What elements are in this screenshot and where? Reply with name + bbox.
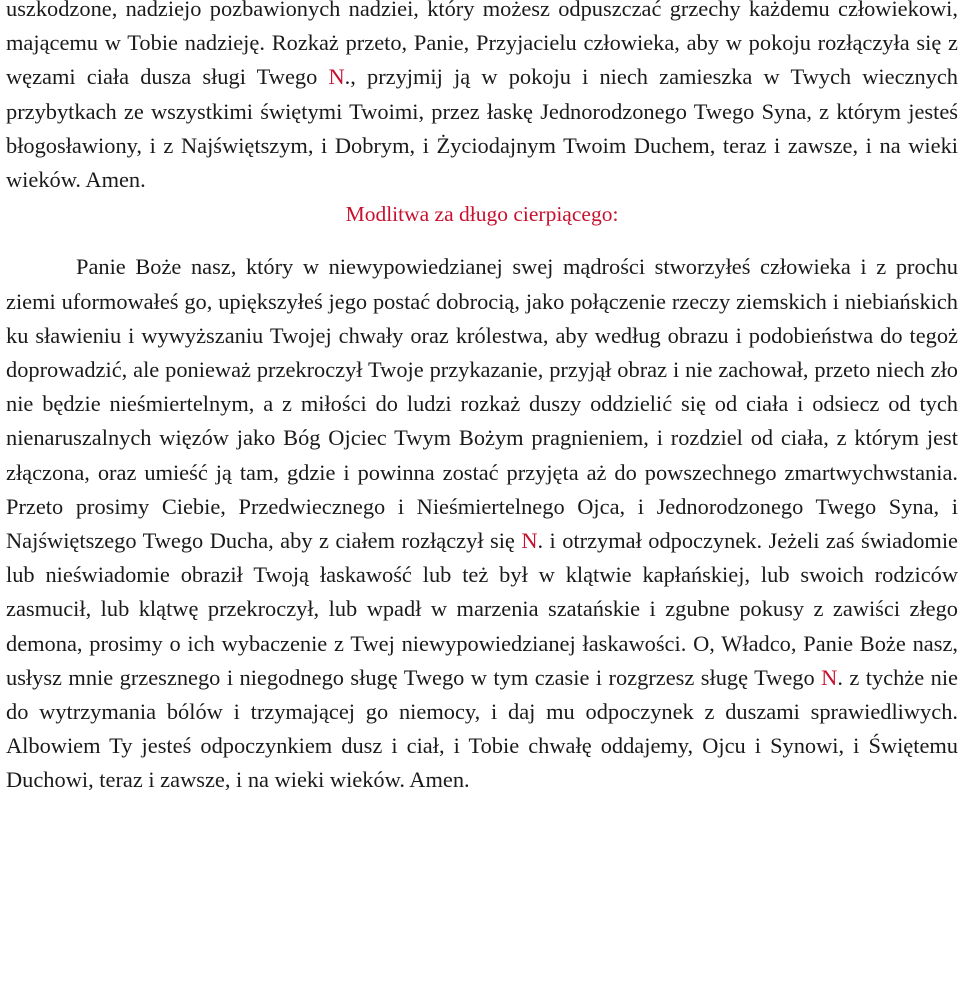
text-segment: . i otrzymał odpoczynek. Jeżeli zaś świadomie lub nieświadomie obraził Twoją łaskawość lub też był w klątwie kapłańskiej, lub swoich rodziców zasmucił, lub klątwę przekroczył, lub wpadł w marzenia szatańskie i zgubne pokusy z zawiści złego demona, prosimy o ich wybaczenie z Twej niewypowiedzianej łaskawości. O, Władco, Panie Boże nasz, usłysz mnie grzesznego i niegodnego sługę Twego w tym czasie i rozgrzesz sługę Twego: [6, 528, 958, 690]
prayer-paragraph-continued: [6, 0, 958, 197]
name-placeholder: N: [821, 664, 838, 690]
name-placeholder: N: [521, 528, 538, 554]
text-segment: . z tychże nie do wytrzymania bólów i trzymającej go niemocy, i daj mu odpoczynek z duszami sprawiedliwych. Albowiem Ty jesteś odpoczynkiem dusz i ciał, i Tobie chwałę oddajemy, Ojcu i Synowi, i Świętemu Duchowi, teraz i zawsze, i na wieki wieków. Amen.: [6, 664, 958, 793]
text-segment: ., przyjmij ją w pokoju i niech zamieszka w Twych wiecznych przybytkach ze wszystkimi świętymi Twoimi, przez łaskę Jednorodzonego Twego Syna, z którym jesteś błogosławiony, i z Najświętszym, i Dobrym, i Życiodajnym Twoim Duchem, teraz i zawsze, i na wieki wieków. Amen.: [6, 64, 958, 193]
section-heading: Modlitwa za długo cierpiącego:: [345, 202, 619, 227]
text-segment: Panie Boże nasz, który w niewypowiedzianej swej mądrości stworzyłeś człowieka i z prochu ziemi uformowałeś go, upiększyłeś jego postać dobrocią, jako połączenie rzeczy ziemskich i niebiańskich ku sławieniu i wywyższaniu Twojej chwały oraz królestwa, aby według obrazu i podobieństwa do tegoż doprowadzić, ale ponieważ przekroczył Twoje przykazanie, przyjął obraz i nie zachował, przeto niech zło nie będzie nieśmiertelnym, a z miłości do ludzi rozkaż duszy oddzielić się od ciała i odsiecz od tych nienaruszalnych więzów jako Bóg Ojciec Twym Bożym pragnieniem, i rozdziel od ciała, z którym jest złączona, oraz umieść ją tam, gdzie i powinna zostać przyjęta aż do powszechnego zmartwychwstania. Przeto prosimy Ciebie, Przedwiecznego i Nieśmiertelnego Ojca, i Jednorodzonego Twego Syna, i Najświętszego Twego Ducha, aby z ciałem rozłączył się: [6, 254, 958, 554]
text-segment: uszkodzone, nadziejo pozbawionych nadziei, który możesz odpuszczać grzechy każdemu człowiekowi, mającemu w Tobie nadzieję. Rozkaż przeto, Panie, Przyjacielu człowieka, aby w pokoju rozłączyła się z węzami ciała dusza sługi Twego: [6, 0, 958, 90]
prayer-paragraph-long-suffering: [6, 250, 958, 797]
name-placeholder: N: [328, 64, 345, 90]
